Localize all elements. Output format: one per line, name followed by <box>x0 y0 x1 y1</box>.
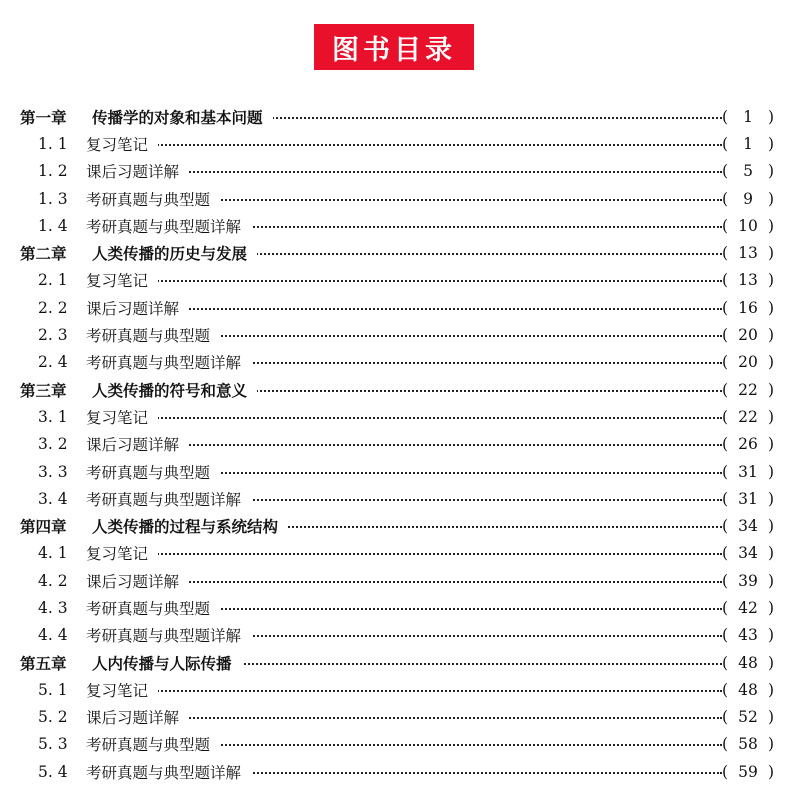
page-number-value: 16 <box>738 298 758 317</box>
open-paren: ( <box>722 462 729 481</box>
open-paren: ( <box>722 571 729 590</box>
table-of-contents <box>0 103 790 785</box>
open-paren: ( <box>722 326 729 345</box>
page-number-value: 22 <box>738 407 758 426</box>
close-paren: ) <box>767 380 774 399</box>
page-title-text: 图书目录 <box>332 34 456 66</box>
toc-section-row[interactable] <box>0 622 790 649</box>
toc-section-row[interactable] <box>0 458 790 485</box>
page-number <box>722 326 774 344</box>
open-paren: ( <box>722 189 729 208</box>
section-number: 1. 1 <box>38 134 68 153</box>
open-paren: ( <box>722 107 729 126</box>
toc-section-row[interactable] <box>0 212 790 239</box>
open-paren: ( <box>722 544 729 563</box>
page-number <box>722 654 774 672</box>
close-paren: ) <box>767 489 774 508</box>
section-number: 1. 3 <box>38 189 68 208</box>
open-paren: ( <box>722 762 729 781</box>
toc-section-row[interactable] <box>0 704 790 731</box>
toc-section-row[interactable] <box>0 758 790 785</box>
section-number: 2. 2 <box>38 298 68 317</box>
page-number <box>722 299 774 317</box>
close-paren: ) <box>767 462 774 481</box>
close-paren: ) <box>767 134 774 153</box>
chapter-title: 人类传播的历史与发展 <box>92 242 257 264</box>
open-paren: ( <box>722 653 729 672</box>
close-paren: ) <box>767 544 774 563</box>
close-paren: ) <box>767 762 774 781</box>
section-title: 考研真题与典型题详解 <box>86 351 251 373</box>
page-title <box>314 24 474 70</box>
page-number <box>722 435 774 453</box>
section-title: 复习笔记 <box>86 406 158 428</box>
open-paren: ( <box>722 517 729 536</box>
section-title: 考研真题与典型题 <box>86 597 220 619</box>
page-number <box>722 463 774 481</box>
close-paren: ) <box>767 571 774 590</box>
open-paren: ( <box>722 735 729 754</box>
close-paren: ) <box>767 435 774 454</box>
page-number-value: 20 <box>738 326 758 345</box>
section-number: 4. 4 <box>38 626 68 645</box>
close-paren: ) <box>767 708 774 727</box>
dot-leader <box>86 144 722 146</box>
page-number <box>722 190 774 208</box>
close-paren: ) <box>767 189 774 208</box>
toc-section-row[interactable] <box>0 431 790 458</box>
open-paren: ( <box>722 162 729 181</box>
section-number: 3. 3 <box>38 462 68 481</box>
page-number <box>722 544 774 562</box>
close-paren: ) <box>767 244 774 263</box>
section-title: 课后习题详解 <box>86 433 189 455</box>
open-paren: ( <box>722 708 729 727</box>
open-paren: ( <box>722 244 729 263</box>
page-number <box>722 217 774 235</box>
close-paren: ) <box>767 216 774 235</box>
open-paren: ( <box>722 407 729 426</box>
close-paren: ) <box>767 626 774 645</box>
section-title: 复习笔记 <box>86 542 158 564</box>
section-title: 考研真题与典型题详解 <box>86 761 251 783</box>
chapter-title: 人类传播的符号和意义 <box>92 379 257 401</box>
page-number-value: 20 <box>738 353 758 372</box>
section-title: 考研真题与典型题详解 <box>86 488 251 510</box>
page-number-value: 31 <box>738 489 758 508</box>
dot-leader <box>86 280 722 282</box>
dot-leader <box>86 553 722 555</box>
toc-section-row[interactable] <box>0 567 790 594</box>
dot-leader <box>86 690 722 692</box>
section-number: 5. 1 <box>38 680 68 699</box>
toc-section-row[interactable] <box>0 485 790 512</box>
toc-section-row[interactable] <box>0 267 790 294</box>
section-number: 2. 1 <box>38 271 68 290</box>
page-number-value: 59 <box>738 762 758 781</box>
section-number: 3. 4 <box>38 489 68 508</box>
page-number-value: 58 <box>738 735 758 754</box>
page-number-value: 31 <box>738 462 758 481</box>
page-number <box>722 735 774 753</box>
page-number-value: 48 <box>738 653 758 672</box>
toc-chapter-row[interactable] <box>0 649 790 676</box>
page-number <box>722 353 774 371</box>
open-paren: ( <box>722 353 729 372</box>
close-paren: ) <box>767 107 774 126</box>
page-number <box>722 108 774 126</box>
open-paren: ( <box>722 380 729 399</box>
section-number: 5. 4 <box>38 762 68 781</box>
toc-section-row[interactable] <box>0 185 790 212</box>
chapter-number: 第一章 <box>20 108 67 127</box>
open-paren: ( <box>722 216 729 235</box>
close-paren: ) <box>767 162 774 181</box>
section-number: 2. 3 <box>38 326 68 345</box>
section-title: 考研真题与典型题 <box>86 461 220 483</box>
open-paren: ( <box>722 489 729 508</box>
page-number <box>722 708 774 726</box>
page-number <box>722 763 774 781</box>
toc-chapter-row[interactable] <box>0 376 790 403</box>
page-number-value: 43 <box>738 626 758 645</box>
open-paren: ( <box>722 680 729 699</box>
section-number: 5. 2 <box>38 708 68 727</box>
toc-section-row[interactable] <box>0 294 790 321</box>
close-paren: ) <box>767 680 774 699</box>
toc-section-row[interactable] <box>0 676 790 703</box>
toc-section-row[interactable] <box>0 594 790 621</box>
page-number <box>722 599 774 617</box>
chapter-number: 第五章 <box>20 654 67 673</box>
page-number-value: 39 <box>738 571 758 590</box>
section-number: 4. 3 <box>38 598 68 617</box>
page-number <box>722 381 774 399</box>
close-paren: ) <box>767 653 774 672</box>
open-paren: ( <box>722 298 729 317</box>
toc-chapter-row[interactable] <box>0 103 790 130</box>
close-paren: ) <box>767 735 774 754</box>
section-title: 考研真题与典型题 <box>86 188 220 210</box>
section-title: 考研真题与典型题 <box>86 733 220 755</box>
page-number-value: 1 <box>743 134 753 153</box>
section-title: 考研真题与典型题详解 <box>86 215 251 237</box>
page-number-value: 52 <box>738 708 758 727</box>
toc-chapter-row[interactable] <box>0 239 790 266</box>
chapter-number: 第三章 <box>20 381 67 400</box>
chapter-number: 第四章 <box>20 518 67 537</box>
toc-section-row[interactable] <box>0 158 790 185</box>
page-number-value: 26 <box>738 435 758 454</box>
section-number: 4. 1 <box>38 544 68 563</box>
section-title: 考研真题与典型题详解 <box>86 624 251 646</box>
page-number <box>722 135 774 153</box>
page-number-value: 9 <box>743 189 753 208</box>
section-title: 复习笔记 <box>86 679 158 701</box>
page-number-value: 22 <box>738 380 758 399</box>
page-number-value: 13 <box>738 244 758 263</box>
open-paren: ( <box>722 598 729 617</box>
section-number: 5. 3 <box>38 735 68 754</box>
section-title: 考研真题与典型题 <box>86 324 220 346</box>
close-paren: ) <box>767 407 774 426</box>
page-number <box>722 517 774 535</box>
toc-section-row[interactable] <box>0 130 790 157</box>
close-paren: ) <box>767 353 774 372</box>
section-number: 1. 2 <box>38 162 68 181</box>
close-paren: ) <box>767 517 774 536</box>
toc-section-row[interactable] <box>0 731 790 758</box>
page-number <box>722 490 774 508</box>
section-number: 3. 1 <box>38 407 68 426</box>
open-paren: ( <box>722 435 729 454</box>
page-number-value: 34 <box>738 544 758 563</box>
page-number-value: 5 <box>743 162 753 181</box>
chapter-title: 人内传播与人际传播 <box>92 652 242 674</box>
close-paren: ) <box>767 298 774 317</box>
section-title: 复习笔记 <box>86 269 158 291</box>
toc-section-row[interactable] <box>0 540 790 567</box>
page-number <box>722 572 774 590</box>
section-title: 课后习题详解 <box>86 570 189 592</box>
section-title: 课后习题详解 <box>86 160 189 182</box>
page-number-value: 48 <box>738 680 758 699</box>
close-paren: ) <box>767 326 774 345</box>
section-title: 课后习题详解 <box>86 297 189 319</box>
page-number-value: 42 <box>738 598 758 617</box>
chapter-number: 第二章 <box>20 245 67 264</box>
page-number <box>722 271 774 289</box>
page-number <box>722 408 774 426</box>
page-number-value: 1 <box>743 107 753 126</box>
toc-section-row[interactable] <box>0 403 790 430</box>
open-paren: ( <box>722 626 729 645</box>
dot-leader <box>86 417 722 419</box>
section-number: 3. 2 <box>38 435 68 454</box>
section-title: 复习笔记 <box>86 133 158 155</box>
title-area <box>0 0 790 100</box>
close-paren: ) <box>767 598 774 617</box>
chapter-title: 人类传播的过程与系统结构 <box>92 515 288 537</box>
section-number: 1. 4 <box>38 216 68 235</box>
page-number <box>722 244 774 262</box>
chapter-title: 传播学的对象和基本问题 <box>92 106 273 128</box>
open-paren: ( <box>722 271 729 290</box>
page-number <box>722 626 774 644</box>
page-number-value: 13 <box>738 271 758 290</box>
section-number: 4. 2 <box>38 571 68 590</box>
toc-chapter-row[interactable] <box>0 512 790 539</box>
section-number: 2. 4 <box>38 353 68 372</box>
toc-section-row[interactable] <box>0 349 790 376</box>
toc-section-row[interactable] <box>0 321 790 348</box>
page-number <box>722 162 774 180</box>
section-title: 课后习题详解 <box>86 706 189 728</box>
close-paren: ) <box>767 271 774 290</box>
page-number-value: 34 <box>738 517 758 536</box>
open-paren: ( <box>722 134 729 153</box>
page-number <box>722 681 774 699</box>
page-number-value: 10 <box>738 216 758 235</box>
